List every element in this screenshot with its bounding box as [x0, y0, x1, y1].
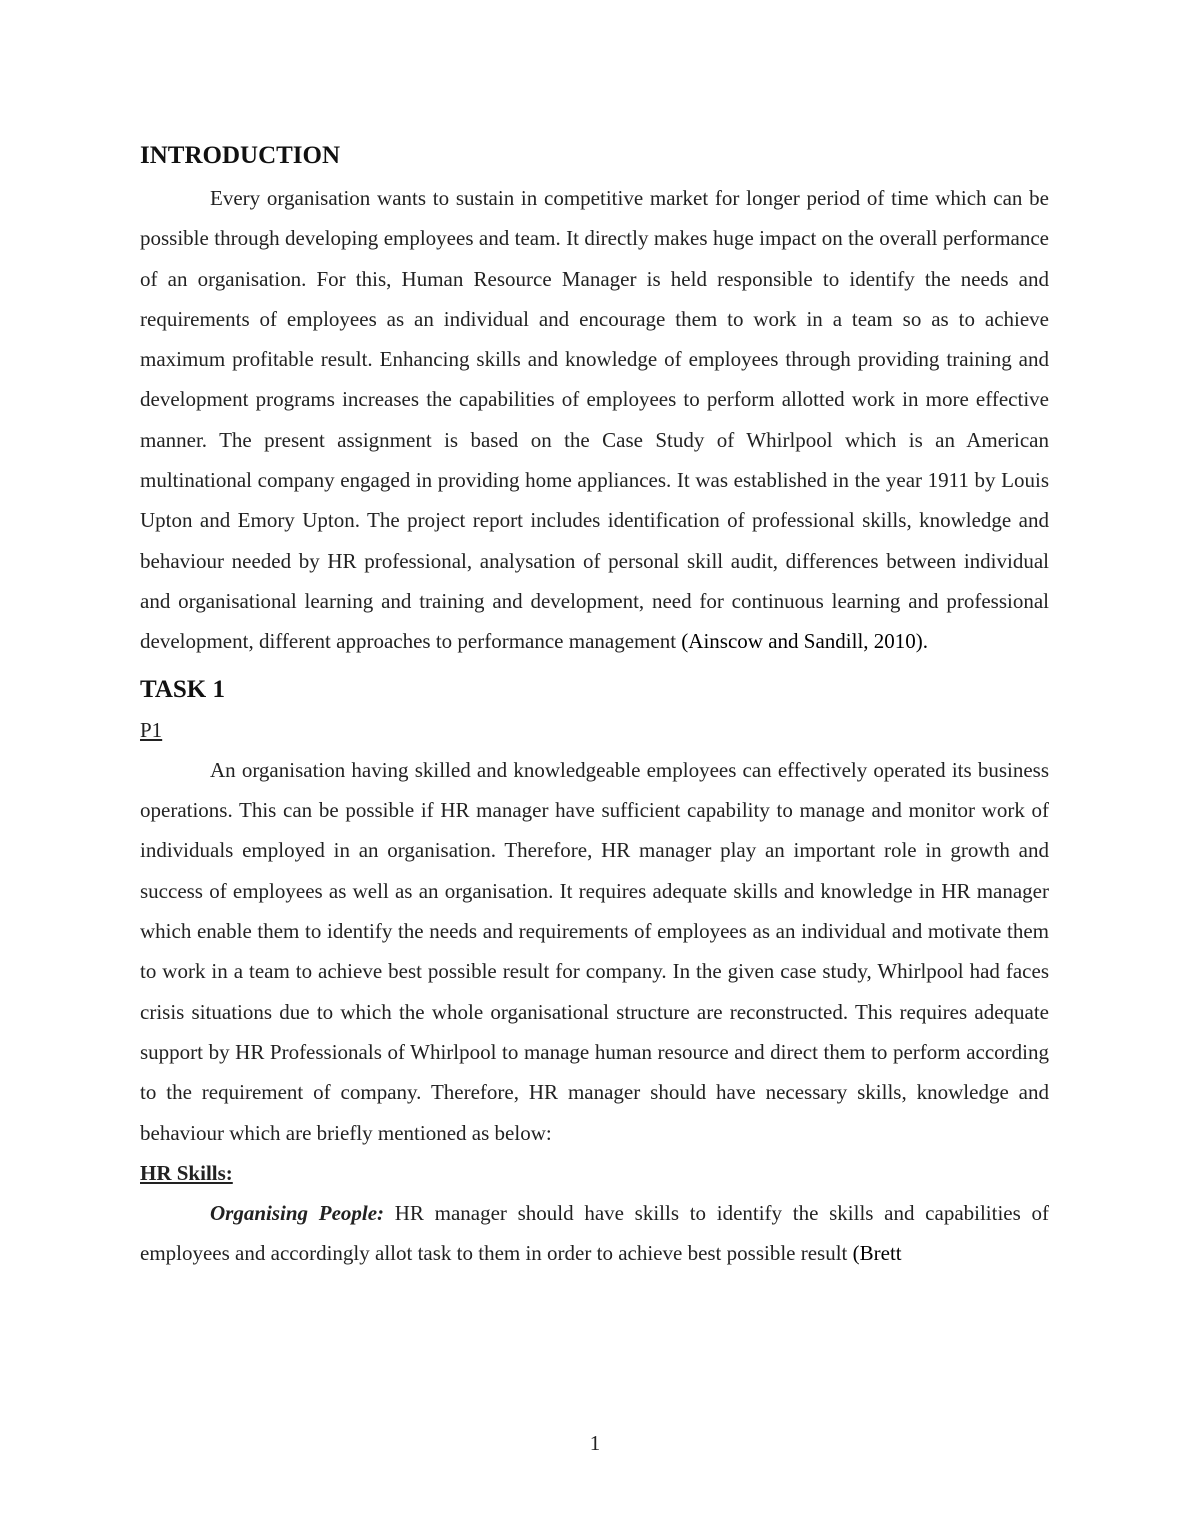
- introduction-citation: (Ainscow and Sandill, 2010).: [676, 629, 929, 654]
- task-1-paragraph: An organisation having skilled and knowledgeable employees can effectively operated its business operations. This can be possible if HR manager have sufficient capability to manage and monitor work of individuals employed in an organisation. Therefore, HR manager play an important role in growth and success of employees as well as an organisation. It requires adequate skills and knowledge in HR manager which enable them to identify the needs and requirements of employees as an individual and motivate them to work in a team to achieve best possible result for company. In the given case study, Whirlpool had faces crisis situations due to which the whole organisational structure are reconstructed. This requires adequate support by HR Professionals of Whirlpool to manage human resource and direct them to perform according to the requirement of company. Therefore, HR manager should have necessary skills, knowledge and behaviour which are briefly mentioned as below:: [140, 757, 1049, 1145]
- page-content: [140, 138, 1049, 1274]
- introduction-paragraph: [140, 178, 1049, 662]
- introduction-text: Every organisation wants to sustain in competitive market for longer period of time which can be possible through developing employees and team. It directly makes huge impact on the overall performance of an organisation. For this, Human Resource Manager is held responsible to identify the needs and requirements of employees as an individual and encourage them to work in a team so as to achieve maximum profitable result. Enhancing skills and knowledge of employees through providing training and development programs increases the capabilities of employees to perform allotted work in more effective manner. The present assignment is based on the Case Study of Whirlpool which is an American multinational company engaged in providing home appliances. It was established in the year 1911 by Louis Upton and Emory Upton. The project report includes identification of professional skills, knowledge and behaviour needed by HR professional, analysation of personal skill audit, differences between individual and organisational learning and training and development, need for continuous learning and professional development, different approaches to performance management: [140, 186, 1049, 654]
- introduction-heading: INTRODUCTION: [140, 142, 341, 169]
- organising-people-text: HR manager should have skills to identify the skills and capabilities of employees and accordingly allot task to them in order to achieve best possible result: [140, 1201, 1049, 1266]
- organising-people-label: Organising People:: [210, 1201, 385, 1226]
- organising-people-paragraph: [140, 1193, 1049, 1274]
- organising-people-citation: (Brett: [852, 1241, 902, 1266]
- p1-subheading: P1: [140, 717, 163, 742]
- hr-skills-heading: HR Skills:: [140, 1160, 233, 1185]
- page-number: 1: [589, 1431, 601, 1455]
- task-1-heading: TASK 1: [140, 675, 225, 703]
